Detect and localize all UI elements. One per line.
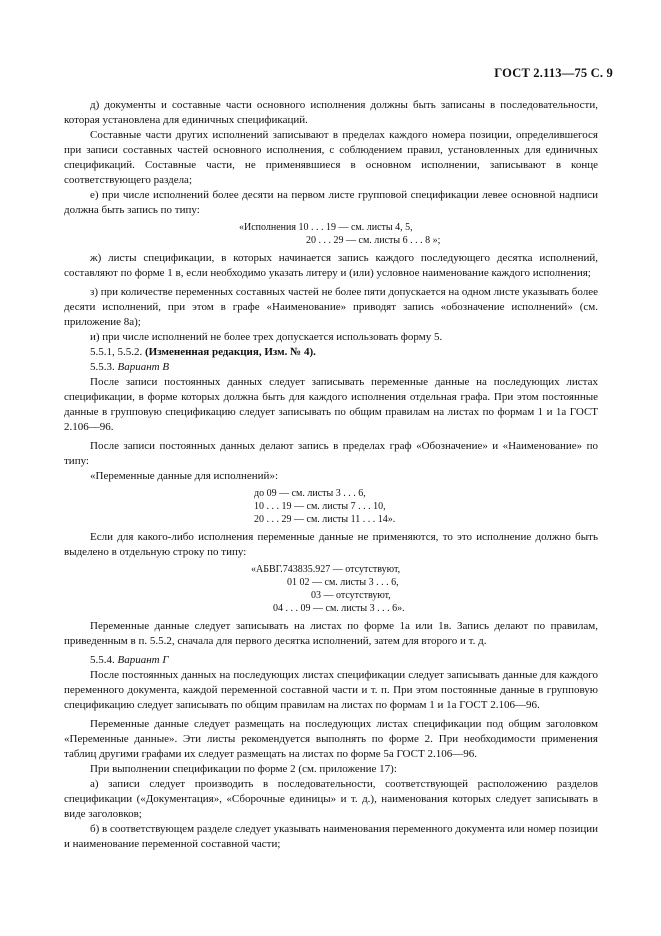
paragraph: б) в соответствующем разделе следует указывать наименования переменного документа или номер позиции и наименование переменной составной части; xyxy=(64,823,598,850)
clause-number: 5.5.3. xyxy=(90,361,118,373)
example-line: «АБВГ.743835.927 — отсутствуют, xyxy=(251,564,401,575)
paragraph: После записи постоянных данных следует записывать переменные данные на последующих листах спецификации, в форме которых должна быть для каждого исполнения отдельная графа. При этом постоянные данные в групповую спецификацию следует записывать по общим правилам на листах по формам 1 и 1а ГОСТ 2.106—96. xyxy=(64,376,598,433)
example-line: до 09 — см. листы 3 . . . 6, xyxy=(254,488,366,499)
example-line: 20 . . . 29 — см. листы 6 . . . 8 »; xyxy=(306,235,441,246)
amendment-note xyxy=(64,345,598,360)
variant-title: Вариант Г xyxy=(117,654,169,666)
page-header: ГОСТ 2.113—75 С. 9 xyxy=(494,66,613,80)
example-block xyxy=(239,221,598,247)
paragraph: Если для какого-либо исполнения переменные данные не применяются, то это исполнение должно быть выделено в отдельную строку по типу: xyxy=(64,531,598,558)
document-body xyxy=(64,98,598,852)
clause-heading xyxy=(64,360,598,375)
amendment-text: (Измененная редакция, Изм. № 4). xyxy=(145,346,316,358)
paragraph: и) при числе исполнений не более трех допускается использовать форму 5. xyxy=(90,331,443,343)
example-line: 20 . . . 29 — см. листы 11 . . . 14». xyxy=(254,514,396,525)
paragraph: При выполнении спецификации по форме 2 (см. приложение 17): xyxy=(90,763,397,775)
clause-number: 5.5.4. xyxy=(90,654,118,666)
paragraph: Переменные данные следует записывать на листах по форме 1а или 1в. Запись делают по правилам, приведенным в п. 5.5.2, сначала для первого десятка исполнений, затем для второго и т. д. xyxy=(64,620,598,647)
clause-number: 5.5.1, 5.5.2. xyxy=(90,346,145,358)
paragraph: После постоянных данных на последующих листах спецификации следует записывать данные для каждого переменного документа, каждой переменной составной части и т. п. При этом постоянные данные в групповую спецификацию следует записывать по общим правилам на листах по формам 1 и 1а ГОСТ 2.106—96. xyxy=(64,669,598,711)
example-line: 01 02 — см. листы 3 . . . 6, xyxy=(287,577,399,588)
paragraph: д) документы и составные части основного исполнения должны быть записаны в последовательности, которая установлена для единичных спецификаций. xyxy=(64,99,598,126)
paragraph: ж) листы спецификации, в которых начинается запись каждого последующего десятка исполнений, составляют по форме 1 в, если необходимо указать литеру и (или) условное наименование каждого исполнения; xyxy=(64,252,598,279)
paragraph: з) при количестве переменных составных частей не более пяти допускается на одном листе указывать более десяти исполнений, при этом в графе «Наименование» приводят запись «обозначение исполнений» (см. приложение 8а); xyxy=(64,286,598,328)
paragraph: «Переменные данные для исполнений»: xyxy=(90,470,279,482)
example-line: 10 . . . 19 — см. листы 7 . . . 10, xyxy=(254,501,386,512)
paragraph: Составные части других исполнений записывают в пределах каждого номера позиции, определившегося при записи составных частей основного исполнения, с соблюдением правил, установленных для единичных спецификаций. Составные части, не применявшиеся в основном исполнении, записывают в конце соответствующего раздела; xyxy=(64,129,598,186)
example-block xyxy=(254,487,598,526)
example-line: 03 — отсутствуют, xyxy=(311,590,391,601)
paragraph: а) записи следует производить в последовательности, соответствующей расположению разделов спецификации («Документация», «Сборочные единицы» и т. д.), наименования которых следует записывать в виде заголовков; xyxy=(64,778,598,820)
paragraph: е) при числе исполнений более десяти на первом листе групповой спецификации левее основной надписи должна быть запись по типу: xyxy=(64,189,598,216)
clause-heading xyxy=(64,653,598,668)
paragraph: Переменные данные следует размещать на последующих листах спецификации под общим заголовком «Переменные данные». Эти листы рекомендуется выполнять по форме 2. При необходимости применения таблиц другими графами их следует размещать на листах по форме 5а ГОСТ 2.106—96. xyxy=(64,718,598,760)
paragraph: После записи постоянных данных делают запись в пределах граф «Обозначение» и «Наименование» по типу: xyxy=(64,440,598,467)
example-line: 04 . . . 09 — см. листы 3 . . . 6». xyxy=(273,603,405,614)
example-block xyxy=(251,563,598,615)
example-line: «Исполнения 10 . . . 19 — см. листы 4, 5, xyxy=(239,222,413,233)
variant-title: Вариант В xyxy=(117,361,170,373)
